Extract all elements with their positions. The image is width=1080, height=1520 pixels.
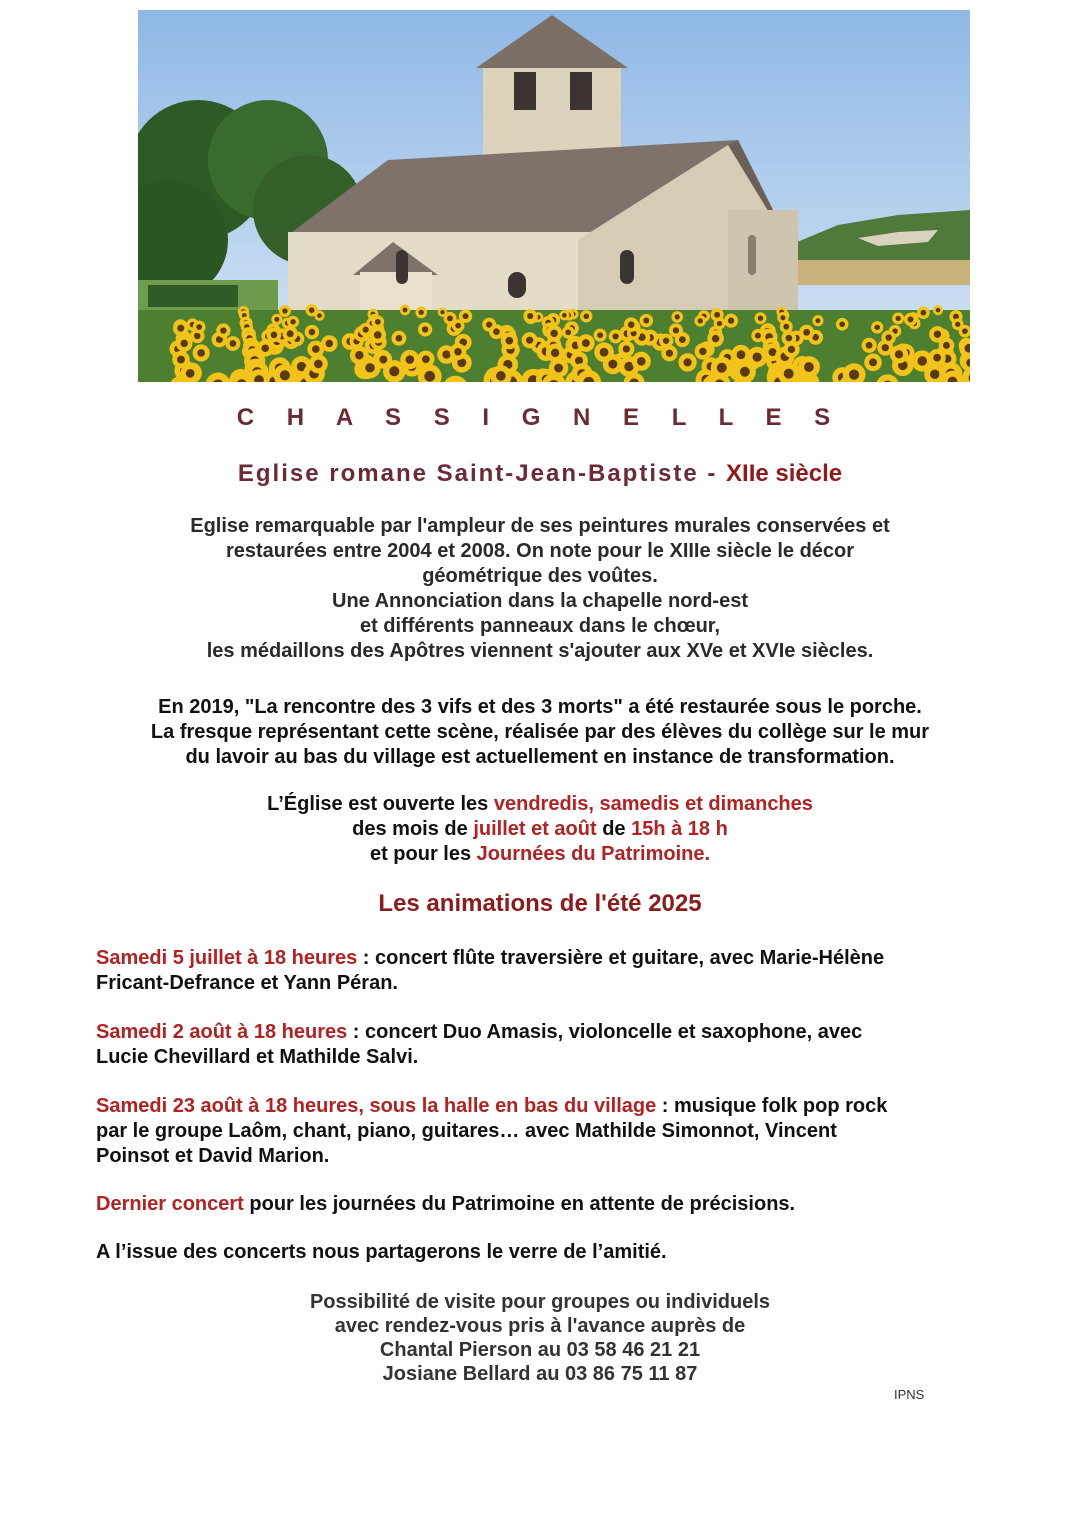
hours-text: et pour les [369, 843, 477, 865]
intro-line: géométrique des voûtes. [422, 565, 658, 587]
century-label: XIIe siècle [726, 460, 843, 487]
hours-text: L’Église est ouverte les [267, 793, 494, 815]
event-desc: Fricant-Defrance et Yann Péran. [96, 972, 398, 994]
hours-patrimoine: Journées du Patrimoine. [476, 843, 711, 865]
event-desc: Poinsot et David Marion. [96, 1145, 330, 1167]
fresque-line: La fresque représentant cette scène, réalisée par des élèves du collège sur le mur [150, 721, 930, 743]
church-illustration [138, 10, 970, 382]
event-item [96, 1094, 996, 1169]
intro-paragraph [60, 514, 1020, 664]
contact-block [0, 1290, 1080, 1386]
hours-months: juillet et août [473, 818, 597, 840]
event-item [96, 946, 996, 996]
intro-line: restaurées entre 2004 et 2008. On note pour le XIIIe siècle le décor [225, 540, 855, 562]
contact-line: avec rendez-vous pris à l'avance auprès de [334, 1315, 746, 1337]
contact-line: Josiane Bellard au 03 86 75 11 87 [382, 1363, 698, 1385]
event-item [96, 1192, 996, 1217]
contact-line: Chantal Pierson au 03 58 46 21 21 [379, 1339, 701, 1361]
event-item [96, 1020, 996, 1070]
church-name: Eglise romane Saint-Jean-Baptiste - [237, 460, 718, 487]
event-date: Samedi 23 août à 18 heures, sous la halle en bas du village [96, 1095, 657, 1117]
event-desc: : concert flûte traversière et guitare, avec Marie-Hélène [357, 947, 885, 969]
event-desc: : concert Duo Amasis, violoncelle et saxophone, avec [347, 1021, 863, 1043]
intro-line: les médaillons des Apôtres viennent s'ajouter aux XVe et XVIe siècles. [206, 640, 874, 662]
intro-line: Une Annonciation dans la chapelle nord-est [332, 590, 748, 612]
fresque-line: En 2019, "La rencontre des 3 vifs et des 3 morts" a été restaurée sous le porche. [158, 696, 922, 718]
event-desc: pour les journées du Patrimoine en attente de précisions. [243, 1193, 796, 1215]
summer-events-title: Les animations de l'été 2025 [378, 890, 702, 917]
hours-line-2 [60, 817, 1020, 842]
opening-hours [60, 792, 1020, 867]
event-date: Samedi 5 juillet à 18 heures [96, 947, 358, 969]
intro-line: Eglise remarquable par l'ampleur de ses peintures murales conservées et [190, 515, 890, 537]
fresque-paragraph [60, 695, 1020, 770]
event-date: Dernier concert [96, 1193, 244, 1215]
event-desc: par le groupe Laôm, chant, piano, guitares… avec Mathilde Simonnot, Vincent [96, 1120, 837, 1142]
event-desc: Lucie Chevillard et Mathilde Salvi. [96, 1046, 419, 1068]
closing-note: A l’issue des concerts nous partagerons le verre de l’amitié. [96, 1241, 667, 1263]
hours-line-1 [60, 792, 1020, 817]
church-photo [138, 10, 970, 382]
ipns-footer: IPNS [894, 1387, 925, 1402]
intro-line: et différents panneaux dans le chœur, [359, 615, 721, 637]
hours-days: vendredis, samedis et dimanches [493, 793, 813, 815]
hours-time: 15h à 18 h [631, 818, 728, 840]
hours-line-3 [60, 842, 1020, 867]
hours-text: de [596, 818, 632, 840]
hours-text: des mois de [352, 818, 474, 840]
contact-line: Possibilité de visite pour groupes ou individuels [309, 1291, 771, 1313]
page-title: C H A S S I G N E L L E S [236, 404, 844, 431]
fresque-line: du lavoir au bas du village est actuellement en instance de transformation. [185, 746, 895, 768]
church-subtitle [0, 460, 1080, 488]
event-date: Samedi 2 août à 18 heures [96, 1021, 348, 1043]
event-desc: : musique folk pop rock [656, 1095, 888, 1117]
